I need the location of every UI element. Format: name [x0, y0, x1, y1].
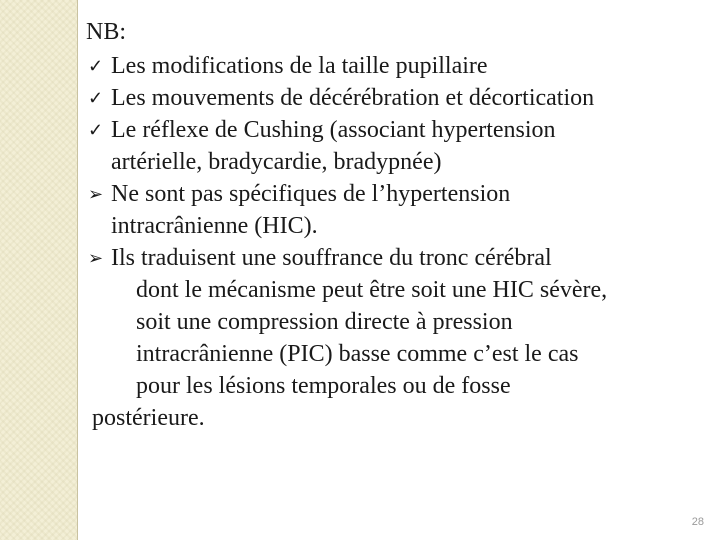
- slide-heading: NB:: [86, 19, 127, 45]
- arrow-item: [86, 178, 716, 242]
- arrow-item-text-continued: intracrânienne (HIC).: [111, 213, 318, 239]
- check-item-text-continued: artérielle, bradycardie, bradypnée): [111, 149, 442, 175]
- arrow-item-text-continued: soit une compression directe à pression: [136, 309, 513, 335]
- check-item-text: Les modifications de la taille pupillaire: [111, 53, 488, 79]
- side-divider: [77, 0, 78, 540]
- check-mark-icon: ✓: [88, 56, 104, 76]
- check-mark-icon: ✓: [88, 88, 104, 108]
- arrow-item: [86, 242, 716, 402]
- check-item-text: Le réflexe de Cushing (associant hypertension: [111, 117, 556, 143]
- check-item: [86, 82, 716, 114]
- slide-content: [86, 16, 716, 434]
- page-number: 28: [691, 516, 704, 528]
- arrow-item-text-continued: intracrânienne (PIC) basse comme c’est le cas: [136, 341, 579, 367]
- arrow-item-text-continued: dont le mécanisme peut être soit une HIC sévère,: [136, 277, 608, 303]
- check-item-text: Les mouvements de décérébration et décortication: [111, 85, 595, 111]
- check-item: [86, 114, 716, 178]
- decorative-side-strip: [0, 0, 77, 540]
- arrow-bullet-icon: ➢: [88, 248, 104, 268]
- arrow-item-text: Ils traduisent une souffrance du tronc cérébral: [111, 245, 552, 271]
- closing-text: postérieure.: [92, 405, 205, 431]
- check-item: [86, 50, 716, 82]
- arrow-bullet-icon: ➢: [88, 184, 104, 204]
- arrow-item-text: Ne sont pas spécifiques de l’hypertension: [111, 181, 511, 207]
- check-mark-icon: ✓: [88, 120, 104, 140]
- arrow-item-text-continued: pour les lésions temporales ou de fosse: [136, 373, 511, 399]
